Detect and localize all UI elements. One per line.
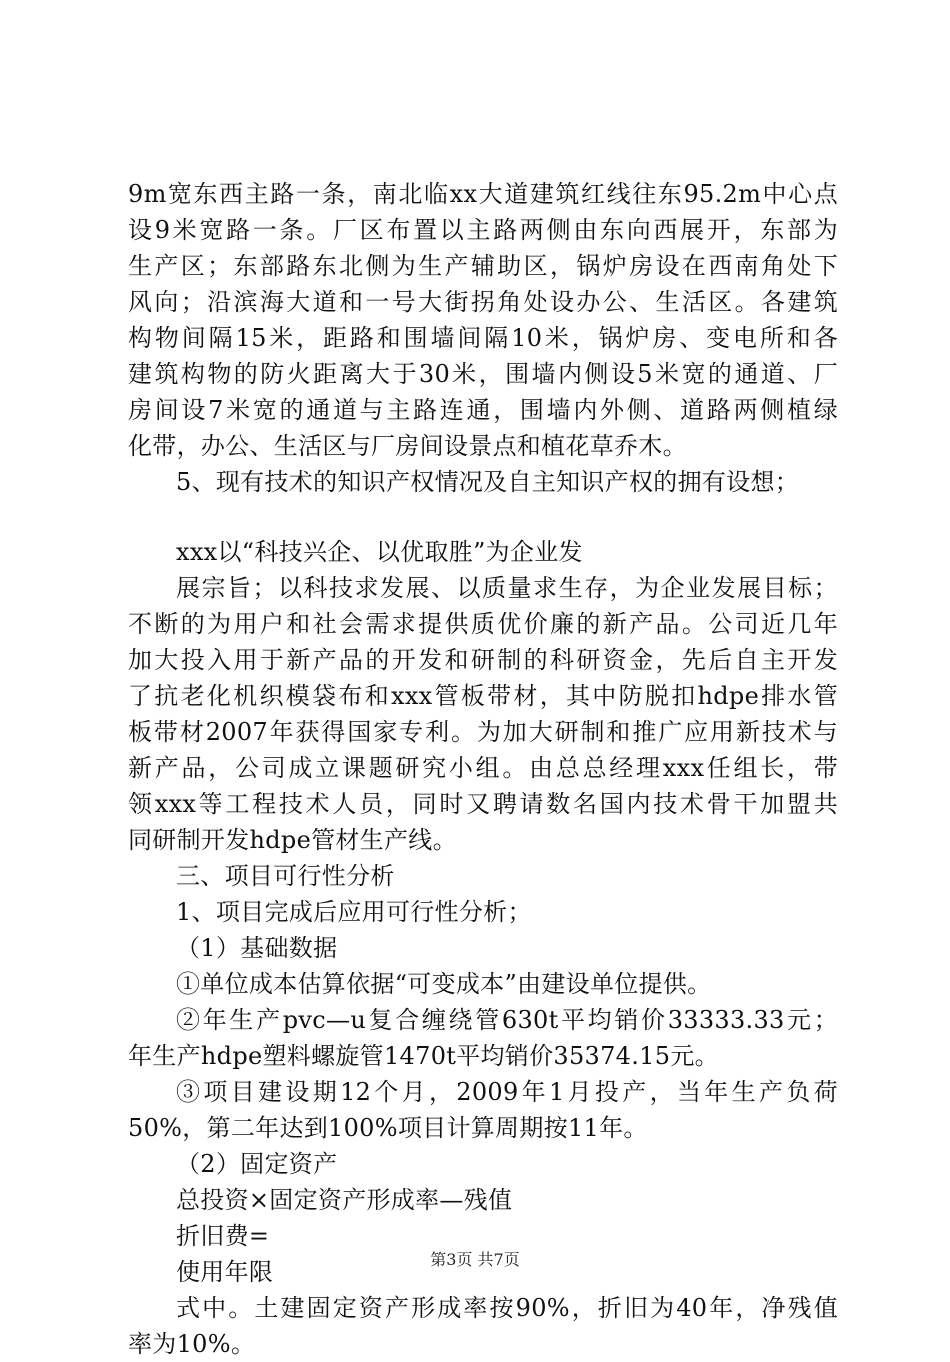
body-line: ②年生产pvc—u复合缠绕管630t平均销价33333.33元； xyxy=(176,1006,838,1034)
body-line: ①单位成本估算依据“可变成本”由建设单位提供。 xyxy=(176,970,712,998)
body-line: 设9米宽路一条。厂区布置以主路两侧由东向西展开，东部为 xyxy=(128,216,838,244)
subsection-heading: （2）固定资产 xyxy=(176,1150,338,1178)
body-line: 加大投入用于新产品的开发和研制的科研资金，先后自主开发 xyxy=(128,646,838,674)
section-heading: 5、现有技术的知识产权情况及自主知识产权的拥有设想； xyxy=(176,468,800,496)
body-line: 年生产hdpe塑料螺旋管1470t平均销价35374.15元。 xyxy=(128,1042,719,1070)
body-line: 新产品，公司成立课题研究小组。由总总经理xxx任组长，带 xyxy=(128,754,838,782)
body-line: 风向；沿滨海大道和一号大街拐角处设办公、生活区。各建筑 xyxy=(128,288,838,316)
subsection-heading: （1）基础数据 xyxy=(176,934,338,962)
body-line: 50%，第二年达到100%项目计算周期按11年。 xyxy=(128,1114,648,1142)
paragraph-gap xyxy=(128,500,838,534)
body-line: ③项目建设期12个月，2009年1月投产，当年生产负荷 xyxy=(176,1078,838,1106)
body-line: 9m宽东西主路一条，南北临xx大道建筑红线往东95.2m中心点 xyxy=(128,180,838,208)
body-line: xxx以“科技兴企、以优取胜”为企业发 xyxy=(176,538,583,566)
body-line: 率为10%。 xyxy=(128,1330,256,1358)
page-number-footer: 第3页 共7页 xyxy=(430,1250,520,1269)
section-heading: 三、项目可行性分析 xyxy=(176,862,395,890)
body-line: 建筑构物的防火距离大于30米，围墙内侧设5米宽的通道、厂 xyxy=(128,360,838,388)
formula-label: 折旧费= xyxy=(176,1222,270,1250)
subsection-heading: 1、项目完成后应用可行性分析； xyxy=(176,898,532,926)
body-line: 板带材2007年获得国家专利。为加大研制和推广应用新技术与 xyxy=(128,718,838,746)
body-line: 展宗旨；以科技求发展、以质量求生存，为企业发展目标； xyxy=(176,574,838,602)
document-body xyxy=(128,176,838,1362)
body-line: 生产区；东部路东北侧为生产辅助区，锅炉房设在西南角处下 xyxy=(128,252,838,280)
body-line: 式中。土建固定资产形成率按90%，折旧为40年，净残值 xyxy=(176,1294,838,1322)
formula-denominator: 使用年限 xyxy=(176,1258,274,1286)
body-line: 房间设7米宽的通道与主路连通，围墙内外侧、道路两侧植绿 xyxy=(128,396,838,424)
body-line: 化带，办公、生活区与厂房间设景点和植花草乔木。 xyxy=(128,432,687,460)
body-line: 同研制开发hdpe管材生产线。 xyxy=(128,826,457,854)
body-line: 了抗老化机织模袋布和xxx管板带材，其中防脱扣hdpe排水管 xyxy=(128,682,838,710)
body-line: 领xxx等工程技术人员，同时又聘请数名国内技术骨干加盟共 xyxy=(128,790,838,818)
body-line: 不断的为用户和社会需求提供质优价廉的新产品。公司近几年 xyxy=(128,610,838,638)
formula-numerator: 总投资×固定资产形成率—残值 xyxy=(176,1186,513,1214)
body-line: 构物间隔15米，距路和围墙间隔10米，锅炉房、变电所和各 xyxy=(128,324,838,352)
